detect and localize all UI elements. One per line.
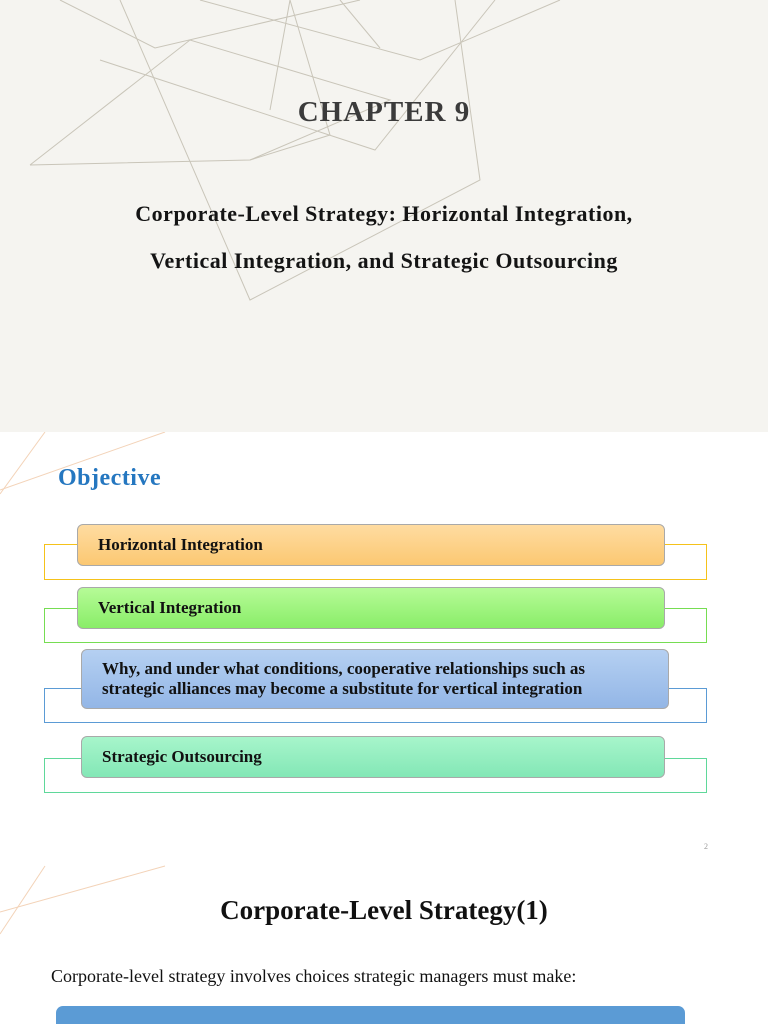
objective-item-strategic-outsourcing xyxy=(81,736,665,778)
objective-label-line-2: strategic alliances may become a substitute for vertical integration xyxy=(102,679,583,698)
objective-item-strategic-alliances xyxy=(81,649,669,709)
objective-item-horizontal-integration xyxy=(77,524,665,566)
objective-label-line-1: Why, and under what conditions, cooperative relationships such as xyxy=(102,659,586,678)
subtitle-line-2: Vertical Integration, and Strategic Outsourcing xyxy=(150,248,618,273)
objective-label: Strategic Outsourcing xyxy=(102,747,262,766)
objective-heading: Objective xyxy=(58,465,162,491)
choice-box xyxy=(56,1006,685,1024)
objective-slide xyxy=(0,432,768,852)
objective-label: Horizontal Integration xyxy=(98,535,263,554)
body-text: Corporate-level strategy involves choices strategic managers must make: xyxy=(51,966,577,986)
chapter-title: CHAPTER 9 xyxy=(297,96,471,128)
objective-label: Vertical Integration xyxy=(98,598,242,617)
objective-item-vertical-integration xyxy=(77,587,665,629)
subtitle-line-1: Corporate-Level Strategy: Horizontal Integration, xyxy=(135,201,633,226)
title-slide xyxy=(0,0,768,432)
slide-title: Corporate-Level Strategy(1) xyxy=(220,895,548,925)
page-number: 2 xyxy=(704,842,708,851)
corporate-strategy-slide xyxy=(0,852,768,1024)
